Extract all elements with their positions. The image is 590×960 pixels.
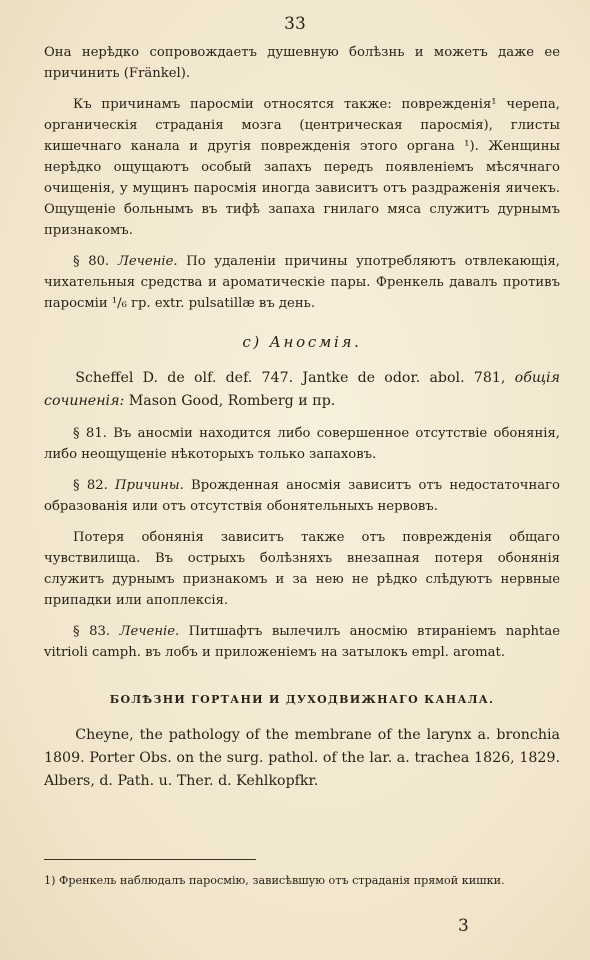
- footnote: 1) Френкель наблюдалъ паросмію, зависѣвшую отъ страданія прямой кишки.: [44, 874, 505, 887]
- page-number: 33: [284, 14, 306, 34]
- page-body: [44, 42, 560, 793]
- paragraph-80: [44, 251, 560, 314]
- section-81-text: Въ аносміи находится либо совершенное отсутствіе обонянія, либо неощущеніе нѣкоторыхъ только запаховъ.: [44, 426, 560, 462]
- paragraph-81: [44, 423, 560, 465]
- section-82-number: § 82.: [73, 478, 108, 493]
- literature-2: Cheyne, the pathology of the membrane of the larynx a. bronchia 1809. Porter Obs. on the surg. pathol. of the lar. a. trachea 1826, 1829. Albers, d. Path. u. Ther. d. Kehlkopfkr.: [44, 727, 560, 789]
- paragraph-82b: Потеря обонянія зависитъ также отъ поврежденія общаго чувствилища. Въ острыхъ болѣзняхъ внезапная потеря обонянія служитъ дурнымъ признакомъ и за нею не рѣдко слѣдуютъ нервные припадки или апоплексія.: [44, 530, 560, 608]
- literature-1-italic: общія сочиненія:: [44, 370, 560, 409]
- literature-1-part-b: Mason Good, Romberg и пр.: [128, 393, 336, 409]
- paragraph-p2: Къ причинамъ паросміи относятся также: поврежденія¹ черепа, органическія страданія мозга (центрическая паросмія), глисты кишечнаго канала и другія поврежденія этого органа ¹). Женщины нерѣдко ощущаютъ особый запахъ передъ появленіемъ мѣсячнаго очищенія, у мущинъ паросмія иногда зависитъ отъ раздраженія яичекъ. Ощущеніе больнымъ въ тифѣ запаха гнилаго мяса служитъ дурнымъ признакомъ.: [44, 97, 560, 238]
- paragraph-p1: Она нерѣдко сопровождаетъ душевную болѣзнь и можетъ даже ее причинить (Fränkel).: [44, 45, 560, 81]
- section-80-label: Леченіе.: [117, 254, 178, 269]
- section-82-label: Причины.: [115, 478, 184, 493]
- paragraph-83: [44, 621, 560, 663]
- section-83-number: § 83.: [73, 624, 111, 639]
- footnote-rule: [44, 859, 256, 860]
- literature-1-part-a: Scheffel D. de olf. def. 747. Jantke de odor. abol. 781,: [75, 370, 506, 386]
- section-title: c) Аносмія.: [242, 333, 362, 351]
- section-81-number: § 81.: [73, 426, 107, 441]
- signature-mark: 3: [458, 916, 469, 936]
- section-80-number: § 80.: [73, 254, 110, 269]
- section-82-text: Врожденная аносмія зависитъ отъ недостаточнаго образованія или отъ отсутствія обонятельныхъ нервовъ.: [44, 478, 560, 514]
- section-83-text: Питшафтъ вылечилъ аносмію втираніемъ naphtae vitrioli camph. въ лобъ и приложеніемъ на затылокъ empl. aromat.: [44, 624, 560, 660]
- chapter-heading: БОЛѢЗНИ ГОРТАНИ И ДУХОДВИЖНАГО КАНАЛА.: [109, 693, 495, 706]
- literature-1: [44, 367, 560, 413]
- paragraph-82: [44, 475, 560, 517]
- section-80-text: По удаленіи причины употребляютъ отвлекающія, чихательныя средства и ароматическіе пары. Френкель давалъ противъ паросміи ¹/₆ гр. extr. pulsatillæ въ день.: [44, 254, 560, 311]
- section-83-label: Леченіе.: [119, 624, 180, 639]
